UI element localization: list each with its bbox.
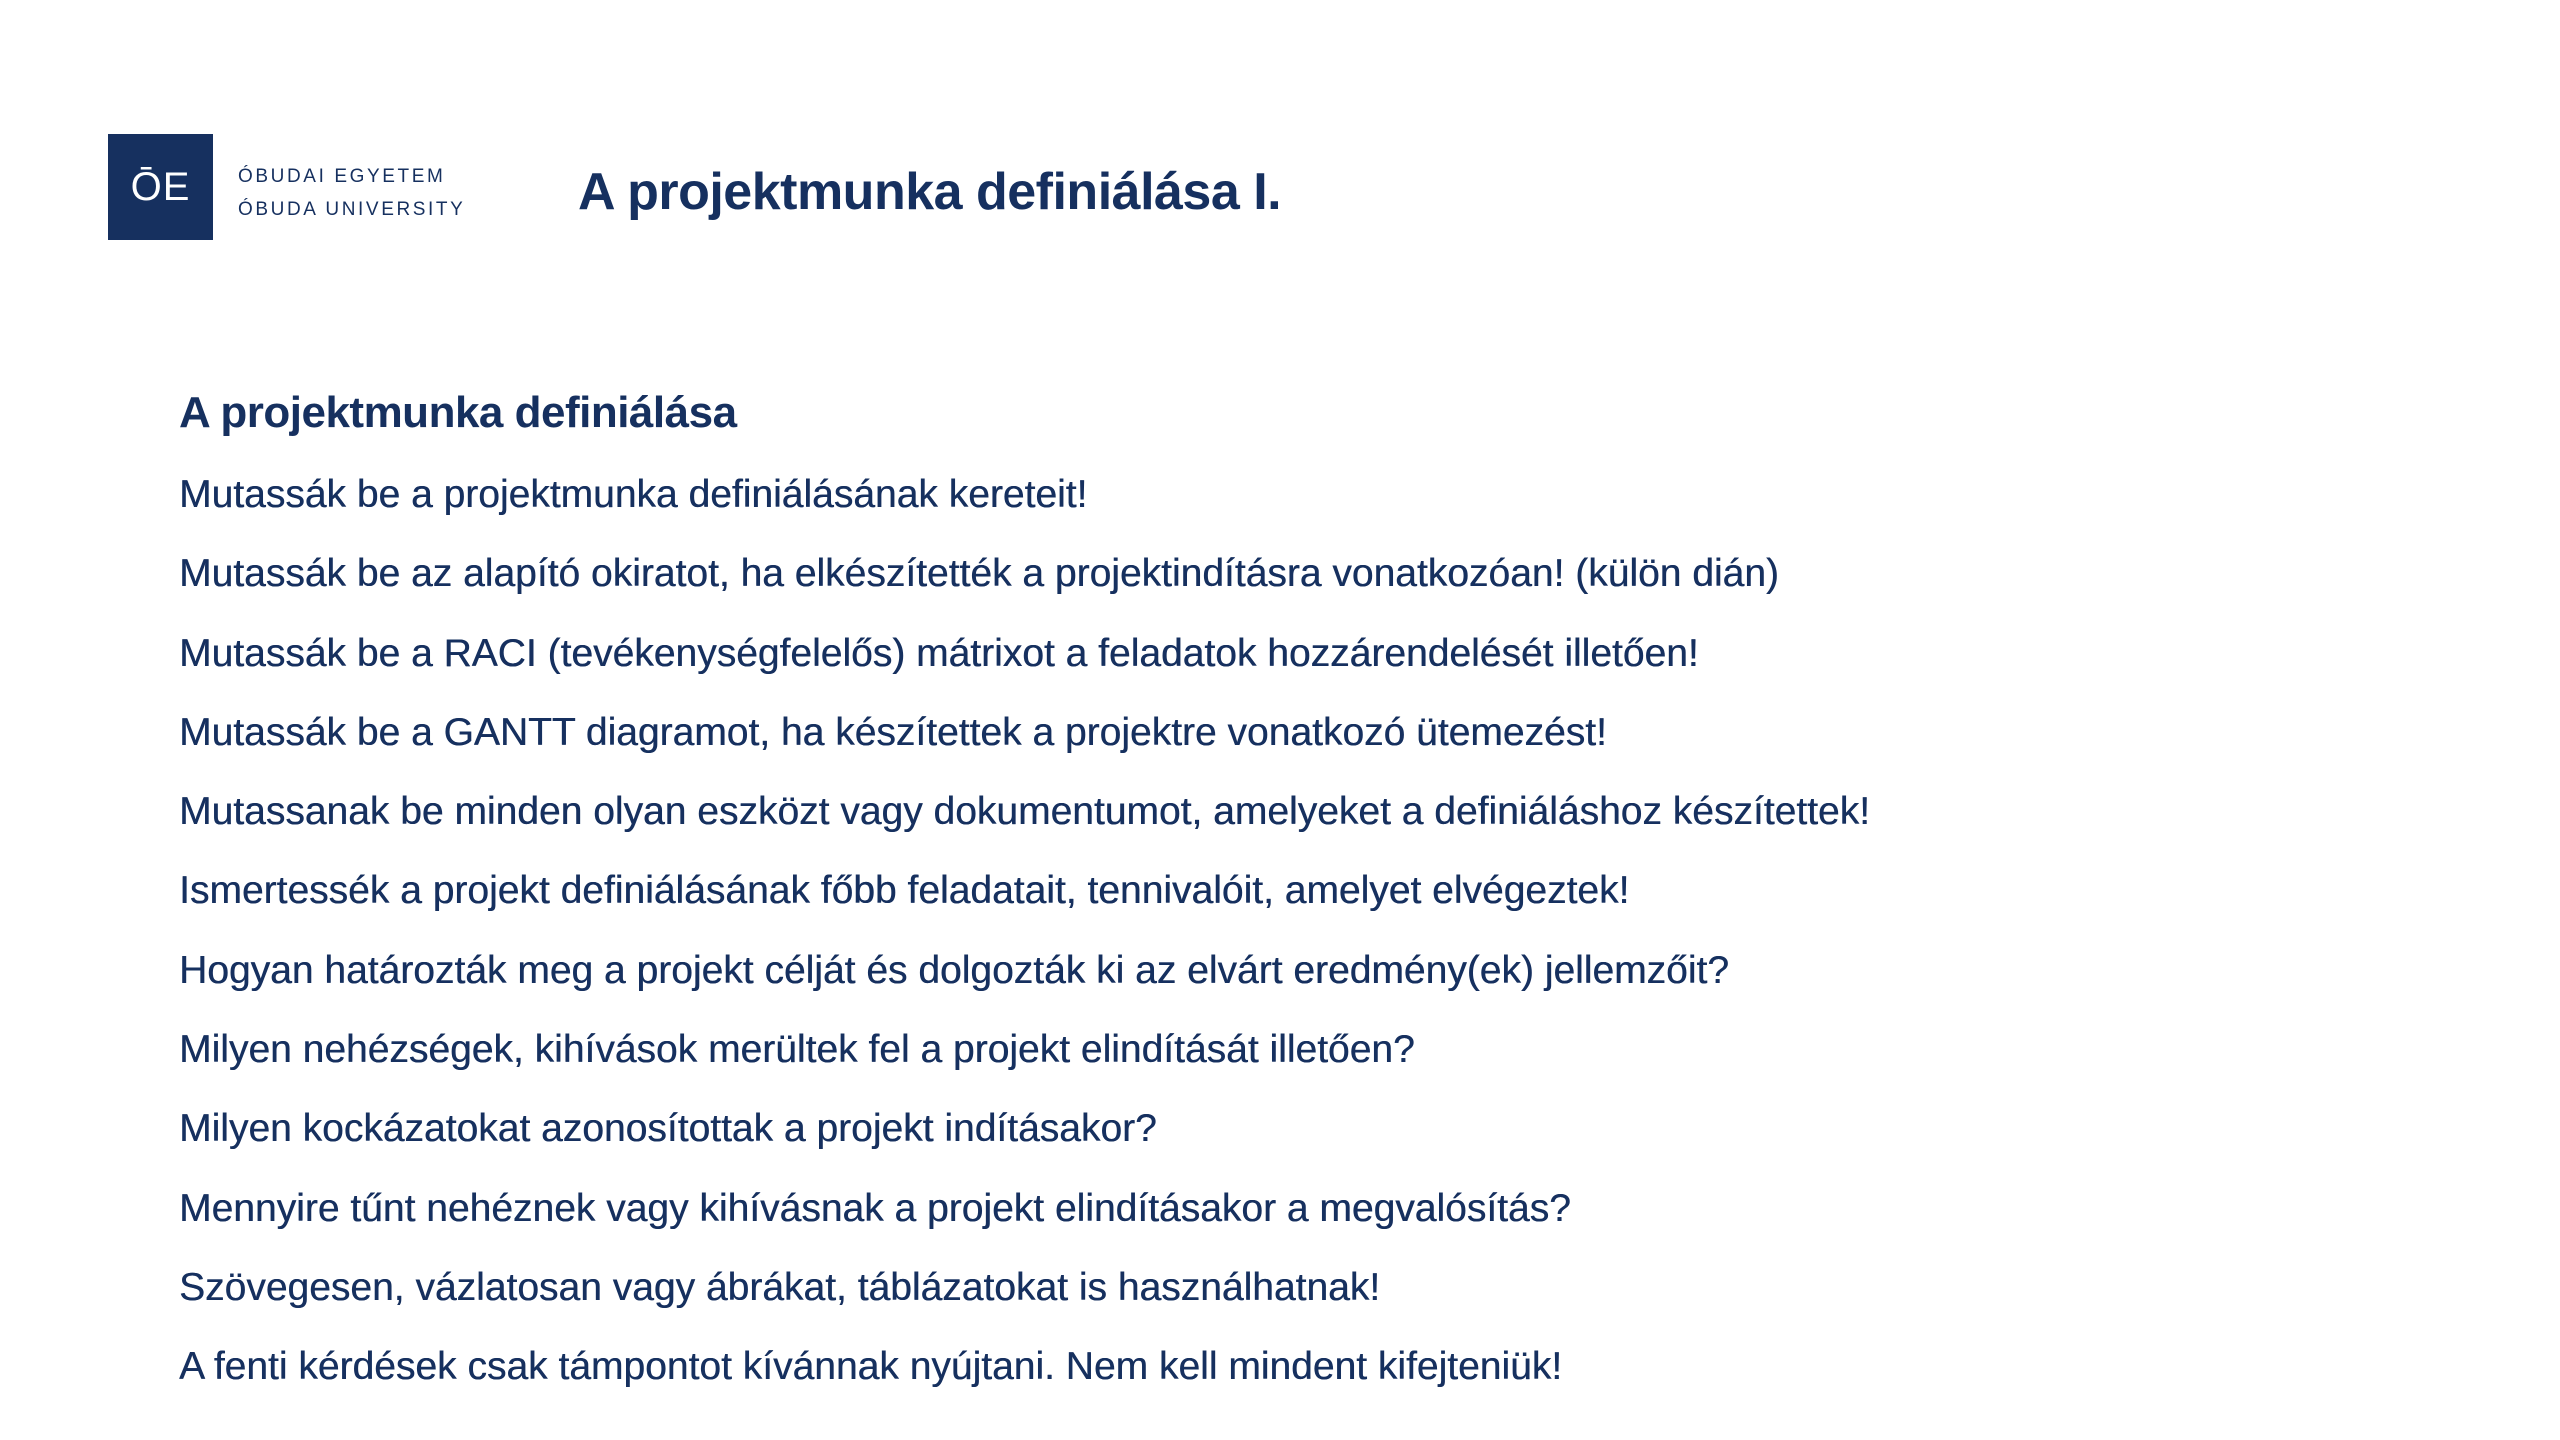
list-item: Mutassák be a projektmunka definiálásának kereteit!: [179, 473, 1088, 516]
list-item: Mutassanak be minden olyan eszközt vagy dokumentumot, amelyeket a definiáláshoz készítettek!: [179, 790, 1870, 834]
question-list: [179, 465, 2509, 1417]
list-item: Mennyire tűnt nehéznek vagy kihívásnak a projekt elindításakor a megvalósítás?: [179, 1186, 1571, 1230]
list-item: Milyen nehézségek, kihívások merültek fel a projekt elindítását illetően?: [179, 1028, 1415, 1072]
list-item: Mutassák be a GANTT diagramot, ha készítettek a projektre vonatkozó ütemezést!: [179, 710, 1607, 754]
list-item: Mutassák be a RACI (tevékenységfelelős) mátrixot a feladatok hozzárendelését illetően!: [179, 631, 1699, 675]
list-item: Mutassák be az alapító okiratot, ha elkészítették a projektindításra vonatkozóan! (külön dián): [179, 552, 1779, 596]
logo-mark: ŌE: [130, 165, 191, 209]
slide-content: [179, 385, 2509, 1417]
section-heading: A projektmunka definiálása: [179, 388, 737, 437]
university-name-hu: ÓBUDAI EGYETEM: [238, 166, 446, 187]
list-item: Ismertessék a projekt definiálásának főbb feladatait, tennivalóit, amelyet elvégeztek!: [179, 869, 1630, 913]
list-item: Hogyan határozták meg a projekt célját és dolgozták ki az elvárt eredmény(ek) jellemzőit?: [179, 948, 1729, 992]
university-logo: [108, 134, 213, 240]
list-item: A fenti kérdések csak támpontot kívánnak nyújtani. Nem kell mindent kifejteniük!: [179, 1345, 1563, 1389]
list-item: Szövegesen, vázlatosan vagy ábrákat, táblázatokat is használhatnak!: [179, 1265, 1381, 1309]
slide-title: A projektmunka definiálása I.: [578, 163, 1282, 221]
list-item: Milyen kockázatokat azonosítottak a projekt indításakor?: [179, 1107, 1157, 1151]
university-name: [238, 160, 465, 226]
university-name-en: ÓBUDA UNIVERSITY: [238, 199, 466, 220]
